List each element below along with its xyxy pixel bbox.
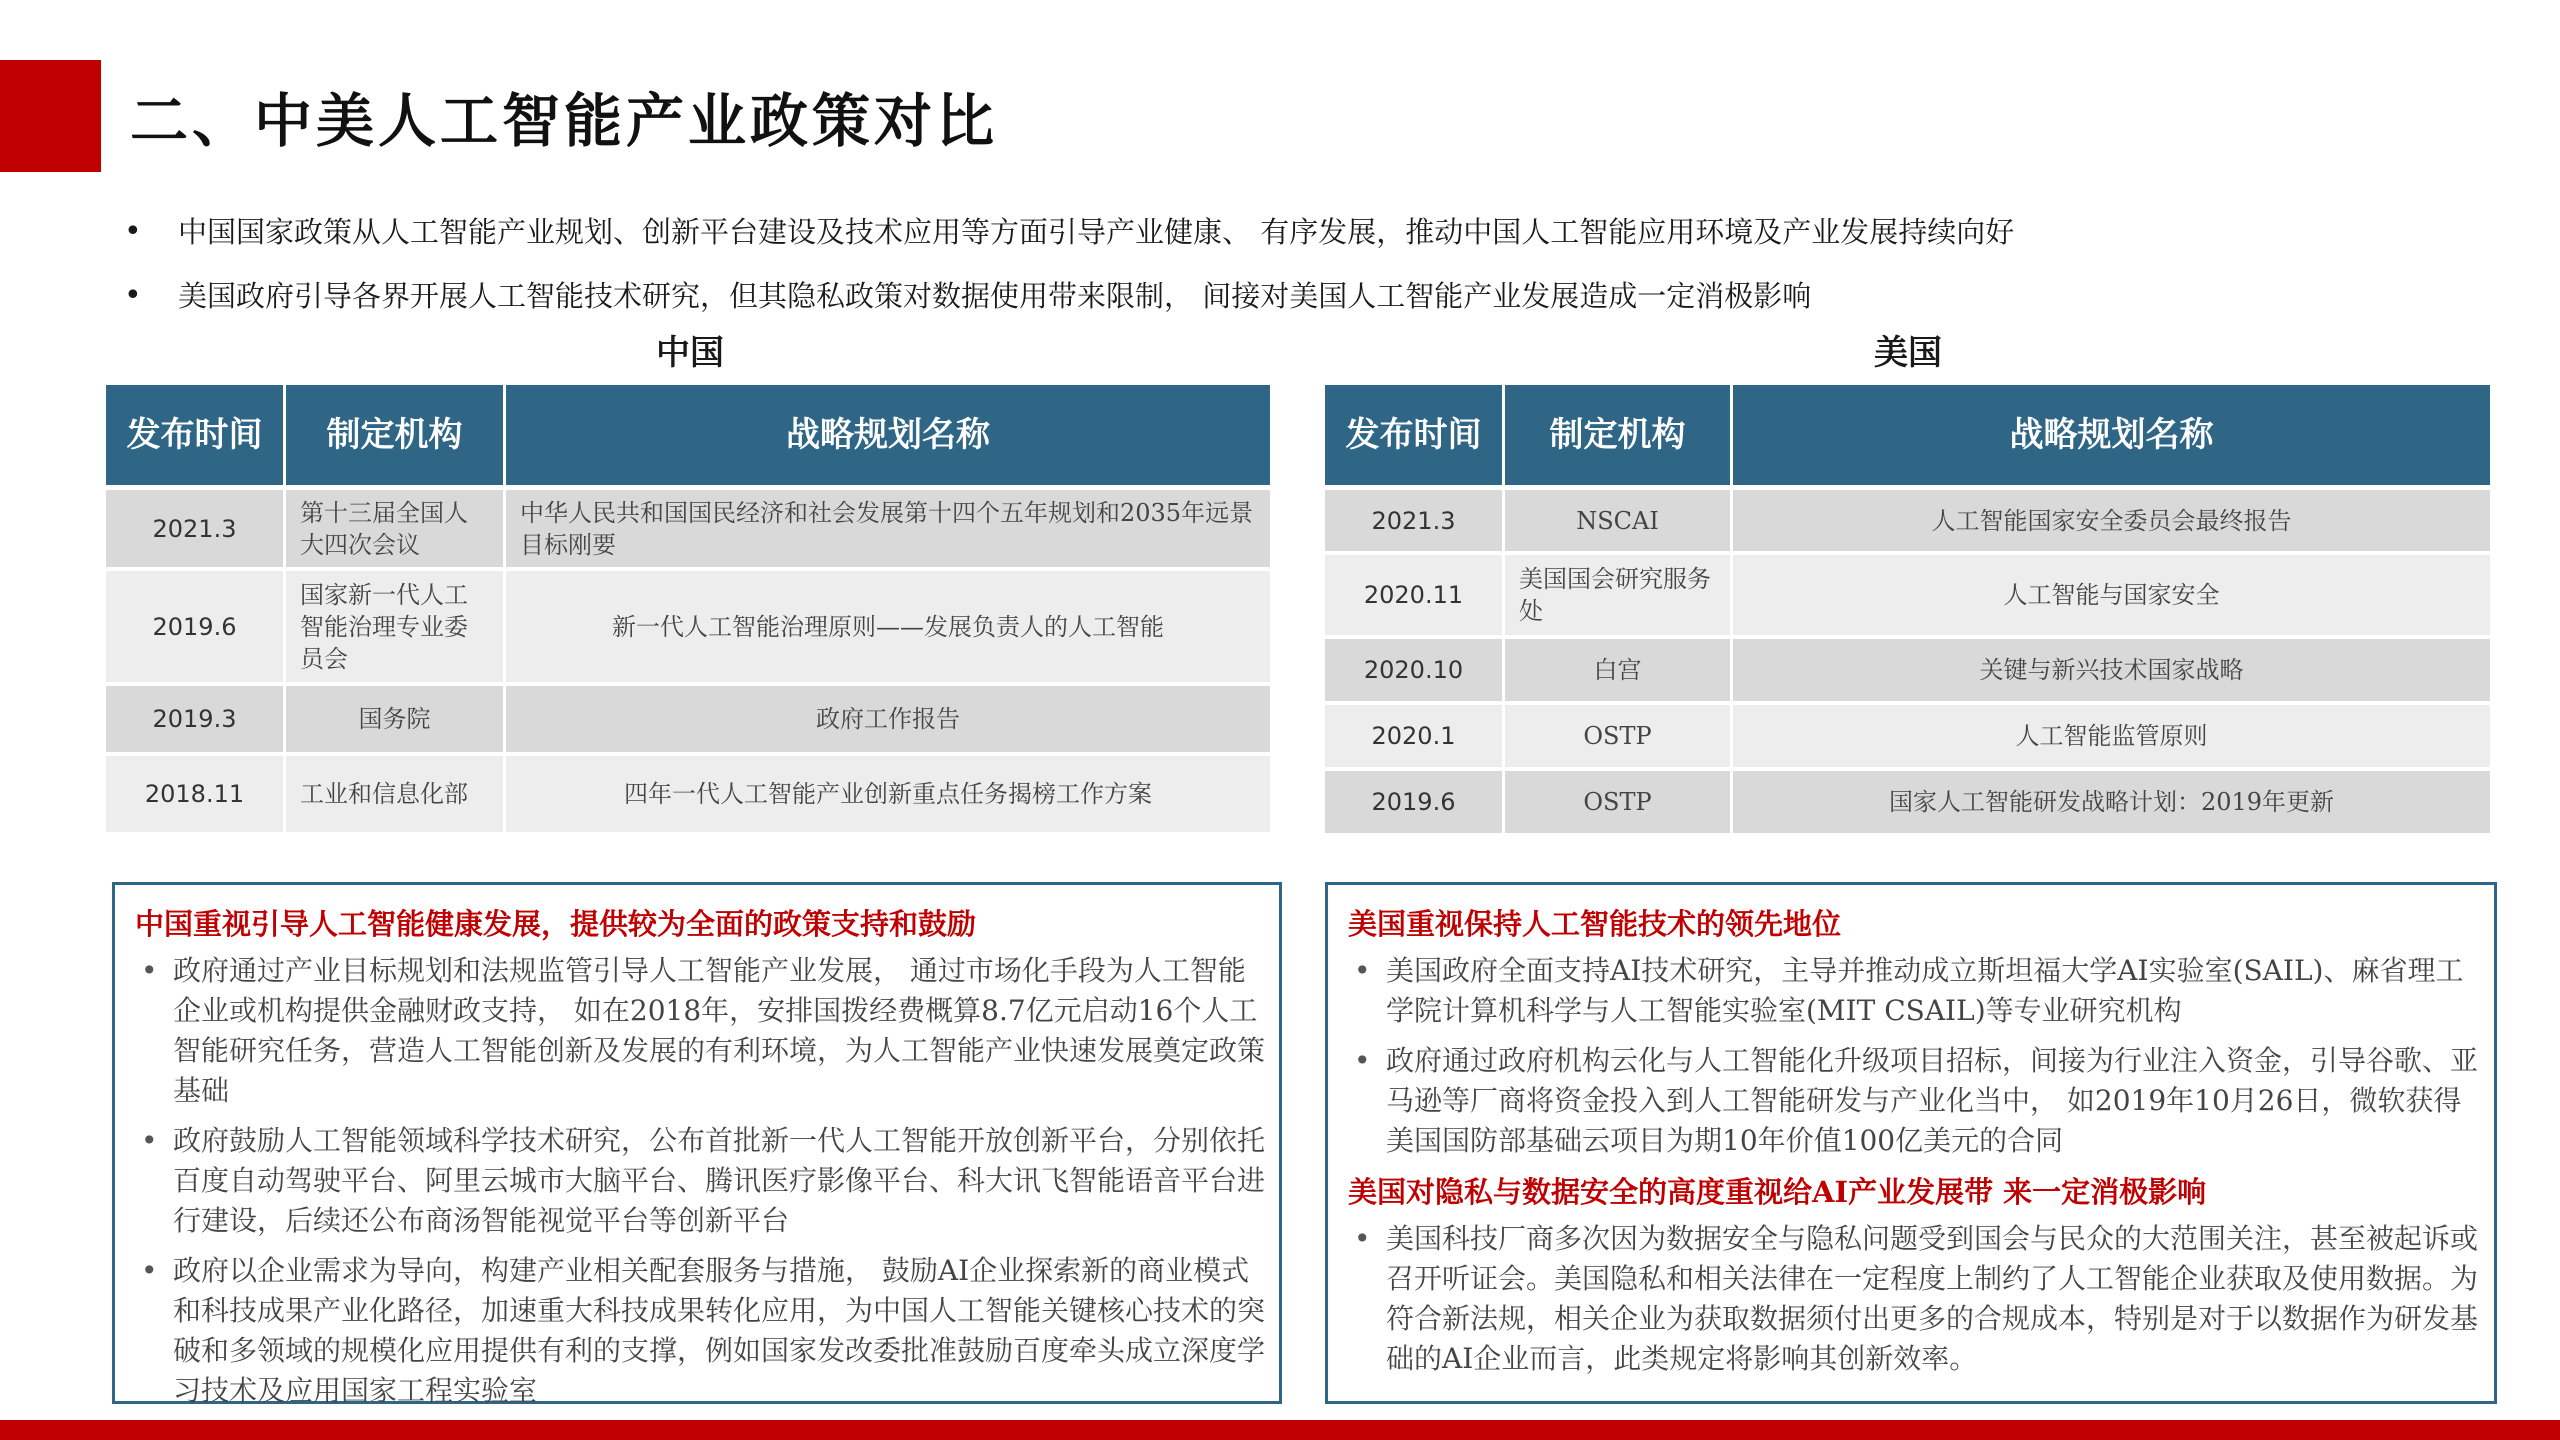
cell-date: 2020.1 (1325, 705, 1505, 771)
table-row (1325, 490, 2490, 555)
cell-date: 2021.3 (106, 490, 286, 571)
cell-name: 国家人工智能研发战略计划：2019年更新 (1733, 771, 2490, 837)
table-row (106, 756, 1270, 836)
column-header-org: 制定机构 (1505, 385, 1733, 490)
cell-name: 人工智能与国家安全 (1733, 555, 2490, 639)
table-row (1325, 771, 2490, 837)
cell-org: 工业和信息化部 (286, 756, 506, 836)
cell-name: 人工智能国家安全委员会最终报告 (1733, 490, 2490, 555)
list-item: • 政府通过政府机构云化与人工智能化升级项目招标，间接为行业注入资金，引导谷歌、亚马逊等厂商将资金投入到人工智能研发与产业化当中， 如2019年10月26日，微软获得美国国防部基础云项目为期10年价值100亿美元的合同 (1348, 1041, 2480, 1161)
cell-org: 第十三届全国人大四次会议 (286, 490, 506, 571)
cell-org: 白宫 (1505, 639, 1733, 705)
table-row (1325, 705, 2490, 771)
column-header-org: 制定机构 (286, 385, 506, 490)
cell-name: 四年一代人工智能产业创新重点任务揭榜工作方案 (506, 756, 1270, 836)
list-item: • 政府通过产业目标规划和法规监管引导人工智能产业发展， 通过市场化手段为人工智能企业或机构提供金融财政支持， 如在2018年，安排国拨经费概算8.7亿元启动16个人工智能研究任务，营造人工智能创新及发展的有利环境，为人工智能产业快速发展奠定政策基础 (135, 951, 1265, 1111)
list-item: • 美国科技厂商多次因为数据安全与隐私问题受到国会与民众的大范围关注，甚至被起诉或召开听证会。美国隐私和相关法律在一定程度上制约了人工智能企业获取及使用数据。为符合新法规，相关企业为获取数据须付出更多的合规成本，特别是对于以数据作为研发基础的AI企业而言，此类规定将影响其创新效率。 (1348, 1219, 2480, 1379)
cell-org: 美国国会研究服务处 (1505, 555, 1733, 639)
table-row (1325, 639, 2490, 705)
cell-name: 中华人民共和国国民经济和社会发展第十四个五年规划和2035年远景目标刚要 (506, 490, 1270, 571)
cell-date: 2020.10 (1325, 639, 1505, 705)
table-row (106, 490, 1270, 571)
cell-name: 关键与新兴技术国家战略 (1733, 639, 2490, 705)
title-accent-block (0, 60, 101, 172)
list-item: • 政府以企业需求为导向，构建产业相关配套服务与措施， 鼓励AI企业探索新的商业模式和科技成果产业化路径，加速重大科技成果转化应用，为中国人工智能关键核心技术的突破和多领域的规模化应用提供有利的支撑，例如国家发改委批准鼓励百度牵头成立深度学习技术及应用国家工程实验室 (135, 1251, 1265, 1411)
china-label: 中国 (656, 333, 724, 373)
cell-date: 2019.6 (106, 571, 286, 686)
china-box-heading: 中国重视引导人工智能健康发展，提供较为全面的政策支持和鼓励 (135, 907, 977, 941)
usa-box-heading-1: 美国重视保持人工智能技术的领先地位 (1348, 907, 1842, 941)
usa-label: 美国 (1874, 333, 1942, 373)
table-row (106, 571, 1270, 686)
intro-bullet: • 中国国家政策从人工智能产业规划、创新平台建设及技术应用等方面引导产业健康、 有序发展，推动中国人工智能应用环境及产业发展持续向好 (120, 200, 2500, 264)
cell-date: 2019.6 (1325, 771, 1505, 837)
table-row (1325, 555, 2490, 639)
cell-org: OSTP (1505, 705, 1733, 771)
cell-name: 人工智能监管原则 (1733, 705, 2490, 771)
china-box-list (135, 951, 1265, 1411)
cell-date: 2020.11 (1325, 555, 1505, 639)
cell-date: 2018.11 (106, 756, 286, 836)
usa-box-heading-2: 美国对隐私与数据安全的高度重视给AI产业发展带 来一定消极影响 (1348, 1175, 2207, 1209)
usa-summary-box (1325, 882, 2497, 1404)
column-header-date: 发布时间 (1325, 385, 1505, 490)
column-header-name: 战略规划名称 (506, 385, 1270, 490)
cell-name: 政府工作报告 (506, 686, 1270, 756)
cell-date: 2019.3 (106, 686, 286, 756)
bottom-accent-bar (0, 1420, 2560, 1440)
cell-org: 国家新一代人工智能治理专业委员会 (286, 571, 506, 686)
list-item: • 美国政府全面支持AI技术研究，主导并推动成立斯坦福大学AI实验室(SAIL)、麻省理工学院计算机科学与人工智能实验室(MIT CSAIL)等专业研究机构 (1348, 951, 2480, 1031)
cell-org: NSCAI (1505, 490, 1733, 555)
china-summary-box (112, 882, 1282, 1407)
usa-box-list-1 (1348, 951, 2480, 1161)
intro-list (120, 200, 2500, 328)
cell-org: 国务院 (286, 686, 506, 756)
usa-box-list-2 (1348, 1219, 2480, 1379)
table-row (106, 686, 1270, 756)
china-policy-table (106, 385, 1270, 836)
column-header-date: 发布时间 (106, 385, 286, 490)
cell-date: 2021.3 (1325, 490, 1505, 555)
column-header-name: 战略规划名称 (1733, 385, 2490, 490)
list-item: • 政府鼓励人工智能领域科学技术研究，公布首批新一代人工智能开放创新平台，分别依托百度自动驾驶平台、阿里云城市大脑平台、腾讯医疗影像平台、科大讯飞智能语音平台进行建设，后续还公布商汤智能视觉平台等创新平台 (135, 1121, 1265, 1241)
cell-name: 新一代人工智能治理原则——发展负责人的人工智能 (506, 571, 1270, 686)
cell-org: OSTP (1505, 771, 1733, 837)
intro-bullet: • 美国政府引导各界开展人工智能技术研究，但其隐私政策对数据使用带来限制， 间接对美国人工智能产业发展造成一定消极影响 (120, 264, 2500, 328)
usa-policy-table (1325, 385, 2490, 837)
page-title: 二、中美人工智能产业政策对比 (130, 87, 999, 155)
